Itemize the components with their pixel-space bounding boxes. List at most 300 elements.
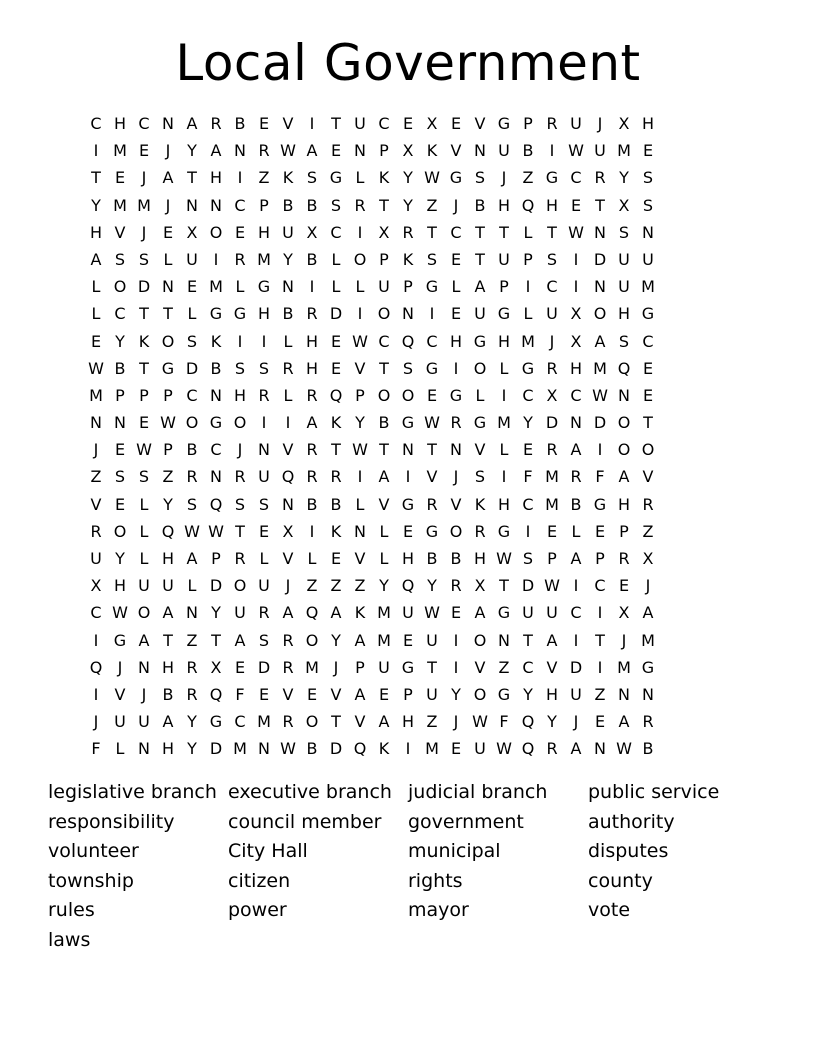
grid-letter: L [187,304,197,324]
grid-letter: C [570,385,582,405]
grid-letter: G [425,521,439,541]
grid-letter: S [186,494,198,514]
grid-letter: P [403,684,413,704]
grid-row [84,273,732,300]
grid-letter: I [261,331,267,351]
grid-letter: T [475,222,485,242]
grid-letter: S [330,195,342,215]
grid-letter: I [597,603,603,623]
grid-letter: B [330,494,342,514]
grid-letter: C [546,277,558,297]
grid-letter: D [137,277,151,297]
grid-letter: J [549,331,555,351]
grid-row [84,436,732,463]
grid-letter: I [501,385,507,405]
grid-letter: O [473,684,487,704]
word-bank-item: vote [588,899,631,922]
grid-letter: R [546,440,558,460]
grid-letter: I [93,141,99,161]
grid-letter: Y [211,603,221,623]
grid-letter: Y [115,331,125,351]
grid-letter: L [91,304,101,324]
grid-letter: P [523,249,533,269]
grid-letter: R [282,358,294,378]
grid-letter: G [497,304,511,324]
grid-letter: S [474,467,486,487]
grid-letter: X [570,304,582,324]
grid-letter: C [234,712,246,732]
grid-letter: Q [401,576,415,596]
grid-row [84,463,732,490]
grid-letter: R [234,549,246,568]
grid-letter: E [330,141,342,161]
grid-letter: E [114,440,126,460]
grid-letter: R [570,467,582,487]
grid-letter: Y [523,413,533,433]
grid-letter: K [330,413,342,433]
grid-letter: E [258,684,270,704]
grid-letter: J [165,195,171,215]
grid-letter: B [306,195,318,215]
grid-letter: S [186,331,198,351]
grid-letter: M [545,467,559,487]
grid-letter: T [91,168,101,188]
grid-row [84,599,732,626]
grid-letter: G [473,331,487,351]
grid-letter: K [330,521,342,541]
grid-letter: M [521,331,535,351]
grid-letter: V [330,684,342,704]
grid-letter: W [424,603,440,623]
grid-letter: R [186,684,198,704]
grid-letter: J [141,222,147,242]
grid-letter: P [499,277,509,297]
grid-letter: T [523,630,533,650]
grid-letter: T [331,114,341,133]
word-bank-item: public service [588,781,720,803]
grid-letter: A [618,712,630,732]
grid-letter: W [280,739,296,759]
letter-grid [84,110,732,763]
grid-letter: Z [594,684,606,704]
grid-row [84,491,732,518]
grid-letter: L [331,277,341,297]
grid-letter: N [138,657,150,677]
grid-letter: O [233,576,247,596]
grid-letter: Z [258,168,270,188]
grid-letter: L [139,549,149,568]
grid-letter: E [402,521,414,541]
grid-letter: B [642,739,654,759]
grid-letter: E [618,576,630,596]
word-bank-item: municipal [408,840,501,863]
grid-letter: T [211,630,221,650]
word-bank-item: executive branch [228,781,392,803]
grid-letter: M [209,277,223,297]
grid-letter: O [209,222,223,242]
grid-letter: Y [379,576,389,596]
grid-letter: E [90,331,102,351]
grid-letter: J [333,657,339,677]
grid-letter: N [210,195,222,215]
grid-letter: P [355,657,365,677]
grid-letter: Q [209,684,223,704]
grid-letter: X [210,657,222,677]
grid-letter: T [379,358,389,378]
grid-letter: D [209,576,223,596]
word-bank-item: legislative branch [48,781,217,803]
grid-letter: L [163,249,173,269]
grid-row [84,219,732,246]
grid-letter: A [570,739,582,759]
grid-letter: I [573,277,579,297]
grid-letter: S [546,249,558,269]
grid-letter: Z [354,576,366,596]
grid-letter: I [357,304,363,324]
grid-letter: Y [163,494,173,514]
grid-letter: J [645,576,651,596]
grid-letter: M [593,358,607,378]
grid-letter: A [354,630,366,650]
grid-letter: F [91,739,101,759]
grid-letter: R [258,603,270,623]
grid-letter: Y [619,168,629,188]
grid-letter: N [354,141,366,161]
grid-letter: P [619,521,629,541]
grid-letter: Q [305,603,319,623]
grid-letter: L [139,494,149,514]
grid-letter: S [642,195,654,215]
grid-letter: U [570,114,582,133]
grid-letter: P [379,249,389,269]
grid-letter: H [545,684,559,704]
grid-row [84,137,732,164]
grid-letter: U [138,712,150,732]
grid-letter: C [522,657,534,677]
grid-letter: I [237,168,243,188]
grid-letter: A [570,440,582,460]
grid-letter: U [618,277,630,297]
grid-letter: R [258,385,270,405]
grid-letter: H [497,195,511,215]
grid-letter: U [90,549,102,568]
grid-letter: B [450,549,462,568]
word-bank-item: authority [588,810,675,833]
grid-letter: R [282,712,294,732]
grid-letter: S [234,494,246,514]
grid-letter: W [568,222,584,242]
grid-letter: T [427,657,437,677]
grid-letter: G [401,494,415,514]
grid-letter: A [474,277,486,297]
grid-letter: C [378,331,390,351]
grid-letter: S [258,630,270,650]
grid-letter: H [641,114,655,133]
word-bank-item: county [588,869,653,892]
grid-letter: O [449,521,463,541]
grid-letter: I [525,277,531,297]
grid-letter: C [210,440,222,460]
grid-letter: Q [89,657,103,677]
grid-letter: U [642,249,654,269]
grid-letter: G [401,657,415,677]
grid-letter: W [280,141,296,161]
grid-letter: V [450,494,462,514]
grid-letter: X [378,222,390,242]
grid-letter: E [330,549,342,568]
grid-letter: L [499,440,509,460]
word-bank-item: rules [48,899,95,922]
grid-letter: M [377,630,391,650]
grid-letter: E [162,222,174,242]
grid-letter: I [549,141,555,161]
grid-letter: Q [353,739,367,759]
grid-letter: C [90,603,102,623]
grid-letter: F [499,712,509,732]
word-bank-item: township [48,869,134,892]
grid-letter: E [450,114,462,133]
grid-letter: N [138,739,150,759]
grid-letter: U [594,141,606,161]
grid-letter: T [235,521,245,541]
grid-letter: U [474,739,486,759]
grid-letter: E [114,494,126,514]
grid-letter: N [642,222,654,242]
grid-letter: Q [521,195,535,215]
word-bank-item: council member [228,810,382,833]
grid-letter: V [354,712,366,732]
grid-letter: B [426,549,438,568]
grid-letter: H [401,549,415,568]
grid-letter: A [162,712,174,732]
grid-letter: A [378,467,390,487]
grid-letter: T [475,249,485,269]
grid-letter: H [209,168,223,188]
grid-letter: R [210,114,222,133]
grid-letter: H [257,222,271,242]
grid-letter: Y [403,195,413,215]
grid-letter: X [618,195,630,215]
grid-letter: N [210,385,222,405]
grid-letter: C [450,222,462,242]
grid-letter: S [138,249,150,269]
grid-letter: M [233,739,247,759]
grid-letter: T [643,413,653,433]
grid-letter: M [377,603,391,623]
grid-letter: H [257,304,271,324]
word-bank-item: citizen [228,869,291,892]
grid-letter: Z [186,630,198,650]
grid-letter: B [210,358,222,378]
grid-letter: G [497,521,511,541]
grid-letter: G [209,304,223,324]
grid-letter: V [354,358,366,378]
grid-letter: V [282,114,294,133]
grid-letter: B [378,413,390,433]
grid-letter: M [425,739,439,759]
grid-letter: C [594,576,606,596]
grid-letter: J [597,114,603,133]
grid-letter: P [211,549,221,568]
grid-letter: K [426,141,438,161]
grid-letter: F [595,467,605,487]
grid-letter: Z [306,576,318,596]
grid-letter: R [546,358,558,378]
word-bank-item: power [228,899,287,922]
grid-letter: N [186,195,198,215]
grid-letter: B [282,195,294,215]
grid-letter: A [378,712,390,732]
grid-letter: C [570,603,582,623]
grid-letter: H [233,385,247,405]
grid-letter: T [331,440,341,460]
grid-letter: G [113,630,127,650]
grid-row [84,654,732,681]
grid-letter: O [137,603,151,623]
grid-letter: R [642,494,654,514]
grid-letter: O [305,712,319,732]
grid-letter: U [162,576,174,596]
grid-letter: G [329,168,343,188]
grid-letter: Y [283,249,293,269]
grid-letter: M [257,712,271,732]
grid-letter: Y [451,684,461,704]
grid-letter: S [474,168,486,188]
grid-letter: G [161,358,175,378]
grid-letter: I [429,304,435,324]
grid-letter: T [139,304,149,324]
grid-letter: X [306,222,318,242]
grid-letter: U [354,114,366,133]
grid-letter: O [353,249,367,269]
grid-letter: W [184,521,200,541]
grid-letter: O [473,358,487,378]
grid-letter: Y [91,195,101,215]
word-bank-item: City Hall [228,840,308,863]
grid-letter: I [285,413,291,433]
grid-letter: O [233,413,247,433]
grid-letter: T [547,222,557,242]
grid-letter: D [257,657,271,677]
grid-letter: M [257,249,271,269]
grid-letter: C [522,494,534,514]
grid-letter: U [258,467,270,487]
grid-letter: R [594,168,606,188]
grid-letter: J [453,467,459,487]
grid-letter: E [450,249,462,269]
grid-letter: U [186,249,198,269]
grid-letter: M [89,385,103,405]
grid-letter: Q [617,358,631,378]
grid-letter: T [427,440,437,460]
grid-letter: E [234,222,246,242]
grid-letter: N [210,467,222,487]
grid-letter: Z [426,712,438,732]
grid-letter: Y [187,712,197,732]
grid-letter: E [306,684,318,704]
grid-letter: W [208,521,224,541]
grid-letter: C [330,222,342,242]
grid-letter: T [163,304,173,324]
grid-letter: N [594,277,606,297]
grid-letter: O [617,413,631,433]
word-bank-item: laws [48,928,91,951]
grid-letter: A [210,141,222,161]
grid-letter: H [617,494,631,514]
grid-letter: R [90,521,102,541]
grid-letter: N [402,440,414,460]
grid-letter: C [138,114,150,133]
grid-letter: X [618,114,630,133]
grid-letter: J [117,657,123,677]
grid-row [84,164,732,191]
grid-letter: W [496,739,512,759]
grid-letter: N [162,277,174,297]
grid-letter: P [595,549,605,568]
grid-letter: N [618,385,630,405]
grid-letter: U [546,603,558,623]
grid-letter: A [162,603,174,623]
word-bank-item: government [408,810,524,833]
grid-letter: R [450,413,462,433]
grid-letter: U [570,684,582,704]
grid-letter: P [163,385,173,405]
grid-letter: G [209,712,223,732]
word-bank-item: mayor [408,899,469,922]
grid-letter: C [114,304,126,324]
grid-letter: V [282,440,294,460]
grid-letter: G [425,277,439,297]
grid-letter: M [641,630,655,650]
grid-letter: X [282,521,294,541]
grid-letter: G [497,684,511,704]
grid-letter: A [162,168,174,188]
grid-letter: L [523,304,533,324]
grid-letter: W [136,440,152,460]
grid-letter: K [282,168,294,188]
grid-letter: E [594,521,606,541]
grid-letter: E [138,141,150,161]
grid-letter: T [499,576,509,596]
grid-letter: I [453,657,459,677]
grid-letter: A [90,249,102,269]
grid-letter: N [570,413,582,433]
grid-letter: D [521,576,535,596]
grid-letter: A [354,684,366,704]
grid-letter: P [379,141,389,161]
grid-letter: O [377,304,391,324]
grid-letter: B [522,141,534,161]
grid-letter: N [258,440,270,460]
grid-row [84,409,732,436]
grid-letter: M [137,195,151,215]
grid-letter: K [402,249,414,269]
grid-letter: I [357,467,363,487]
grid-letter: X [642,549,654,568]
grid-letter: K [210,331,222,351]
grid-row [84,572,732,599]
grid-letter: D [329,304,343,324]
grid-letter: W [616,739,632,759]
grid-letter: G [545,168,559,188]
grid-letter: R [234,249,246,269]
grid-letter: W [88,358,104,378]
grid-letter: G [497,603,511,623]
grid-letter: P [547,549,557,568]
grid-letter: M [617,141,631,161]
grid-letter: H [305,358,319,378]
grid-letter: R [546,739,558,759]
